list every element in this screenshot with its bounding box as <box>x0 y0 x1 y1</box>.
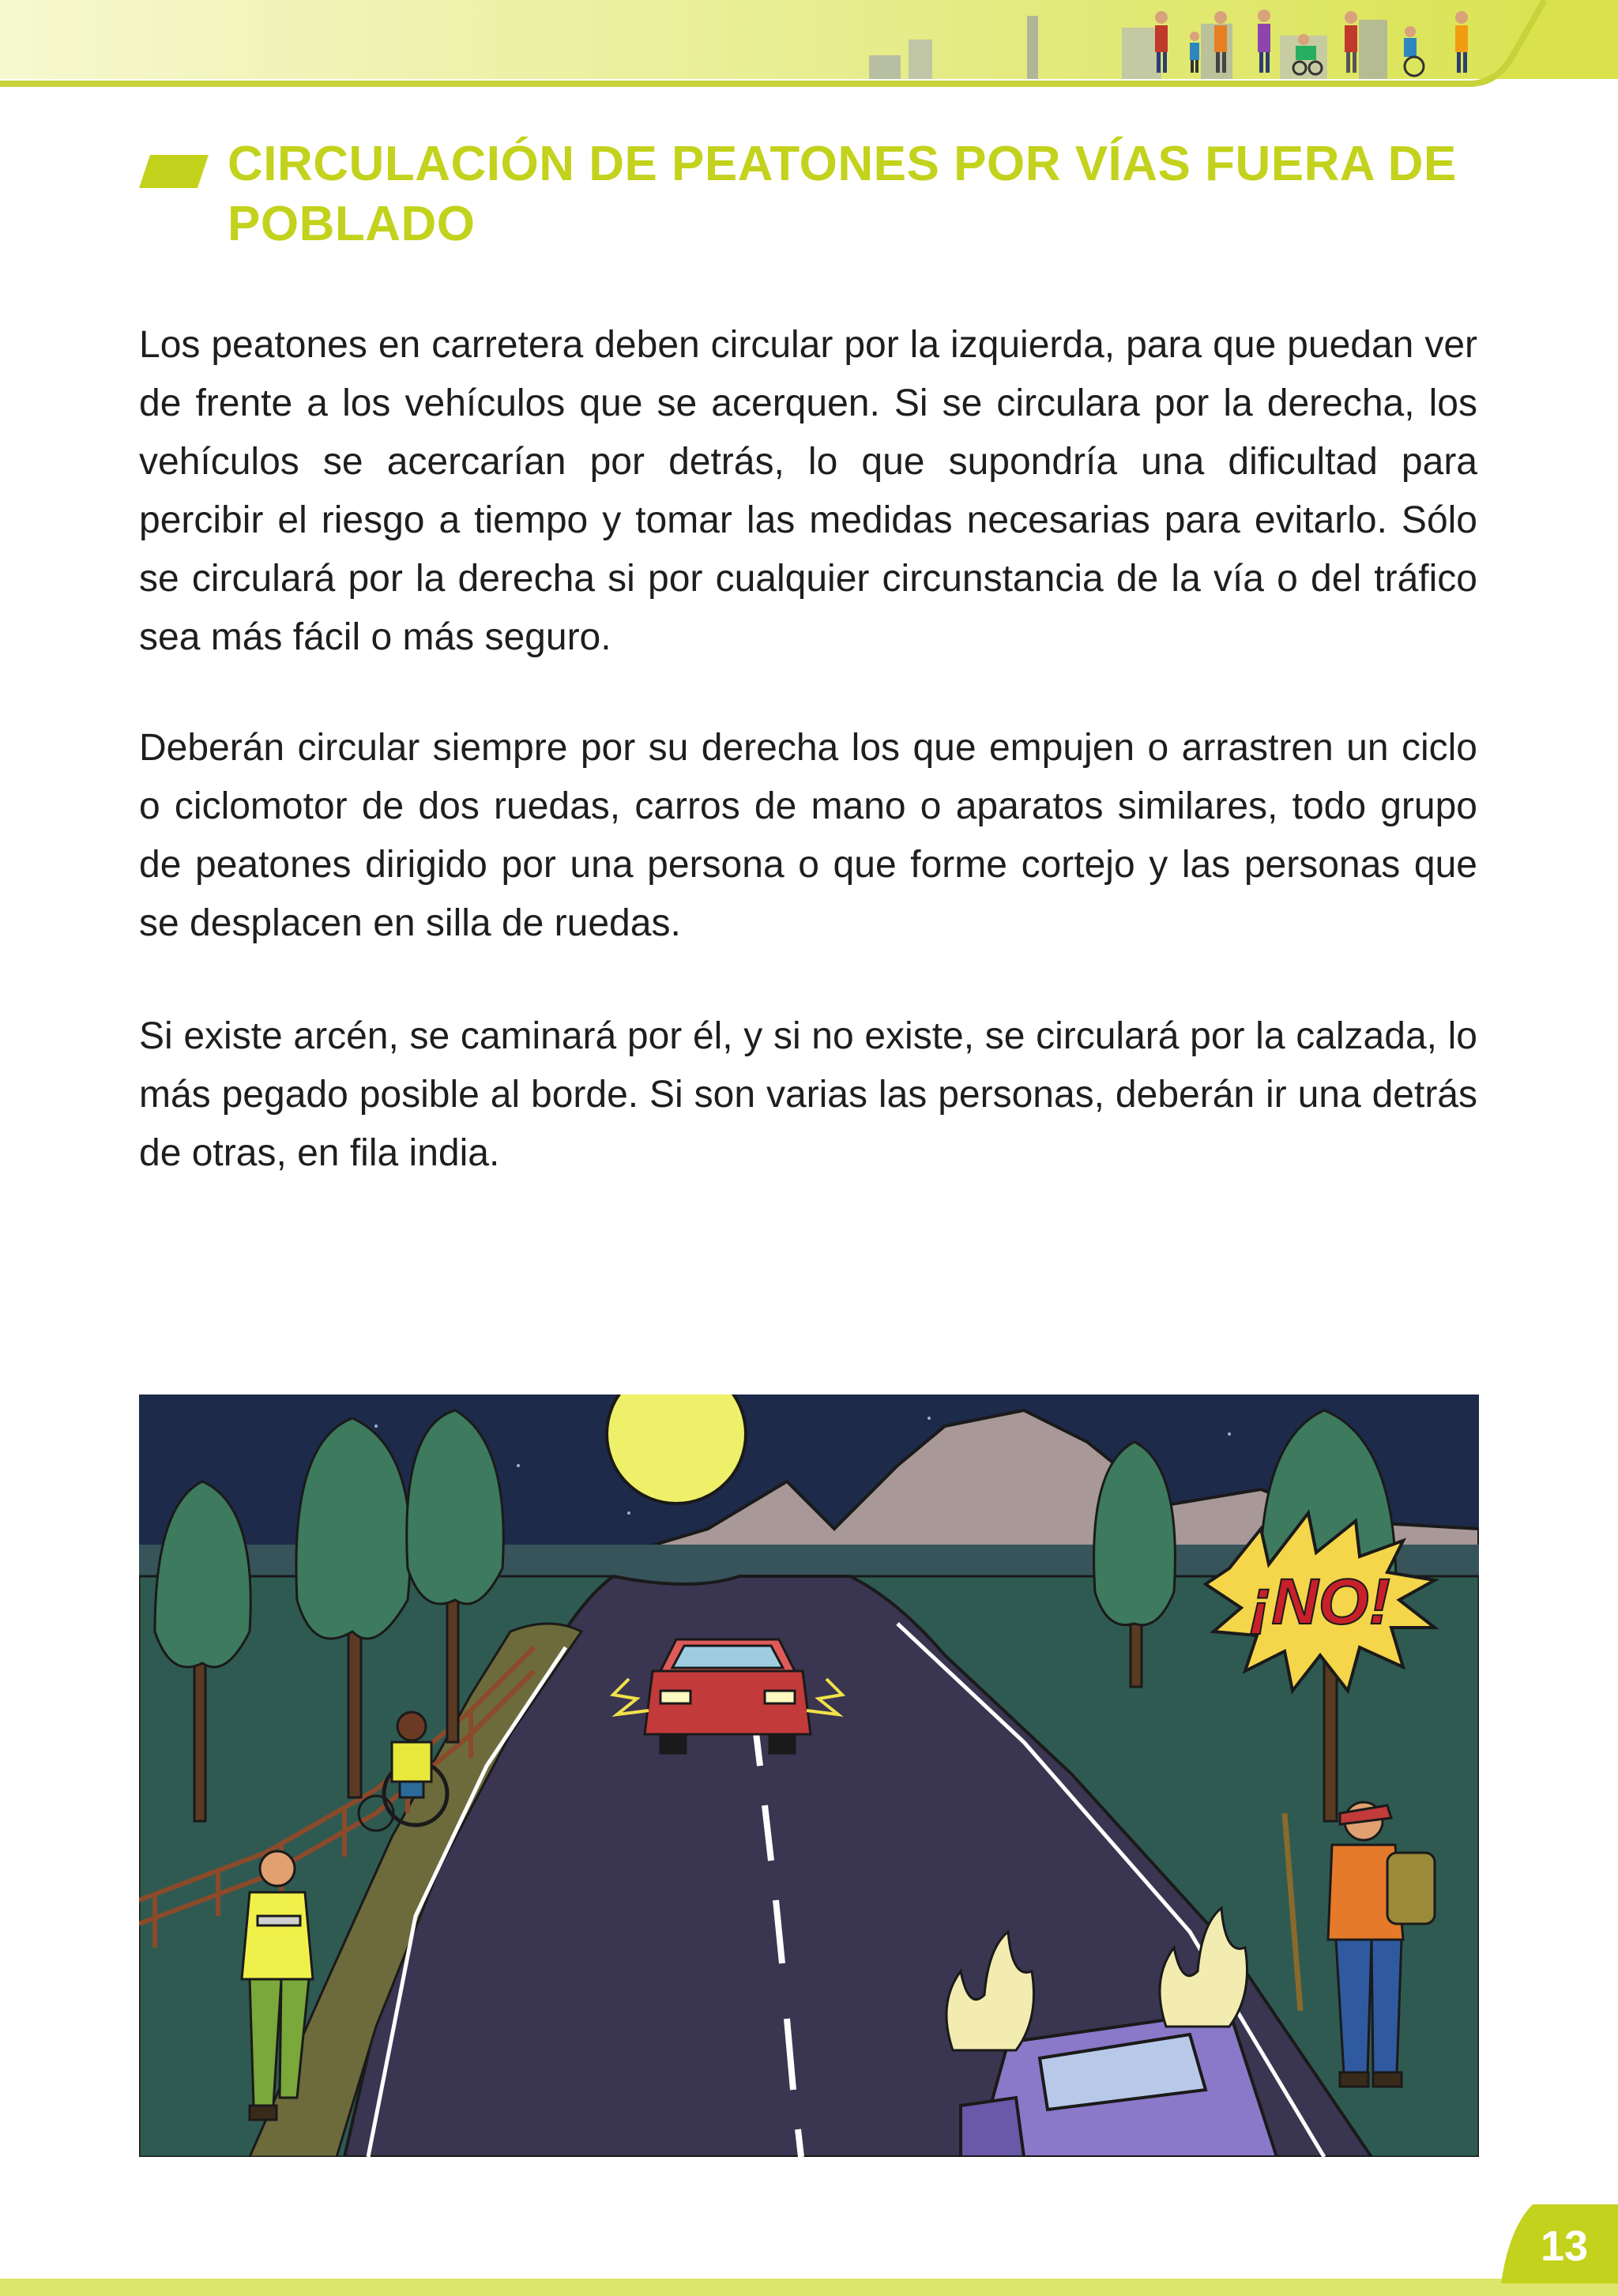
no-exclamation-label: ¡NO! <box>1250 1566 1390 1638</box>
page-number: 13 <box>1540 2223 1589 2270</box>
footer-band <box>0 2279 1618 2296</box>
heading-marker-icon <box>139 155 209 188</box>
road-illustration <box>139 1395 1479 2157</box>
paragraph-shoulder: Si existe arcén, se caminará por él, y si no existe, se circulará por la calzada, lo más pegado posible al borde. Si son varias las personas, deberán ir una detrás de otras, en fila india. <box>139 1015 1477 1174</box>
paragraph-left-side: Los peatones en carretera deben circular por la izquierda, para que puedan ver de frente a los vehículos que se acerquen. Si se circulara por la derecha, los vehículos se acercarían por detrás, lo que supondría una dificultad para percibir el riesgo a tiempo y tomar las medidas necesarias para evitarlo. Sólo se circulará por la derecha si por cualquier circunstancia de la vía o del tráfico sea más fácil o más seguro. <box>139 324 1477 658</box>
header-band <box>0 0 1618 91</box>
paragraph-right-side: Deberán circular siempre por su derecha los que empujen o arrastren un ciclo o ciclomotor de dos ruedas, carros de mano o aparatos similares, todo grupo de peatones dirigido por una persona o que forme cortejo y las personas que se desplacen en silla de ruedas. <box>139 727 1477 944</box>
section-heading: CIRCULACIÓN DE PEATONES POR VÍAS FUERA DE POBLADO <box>228 137 1457 251</box>
